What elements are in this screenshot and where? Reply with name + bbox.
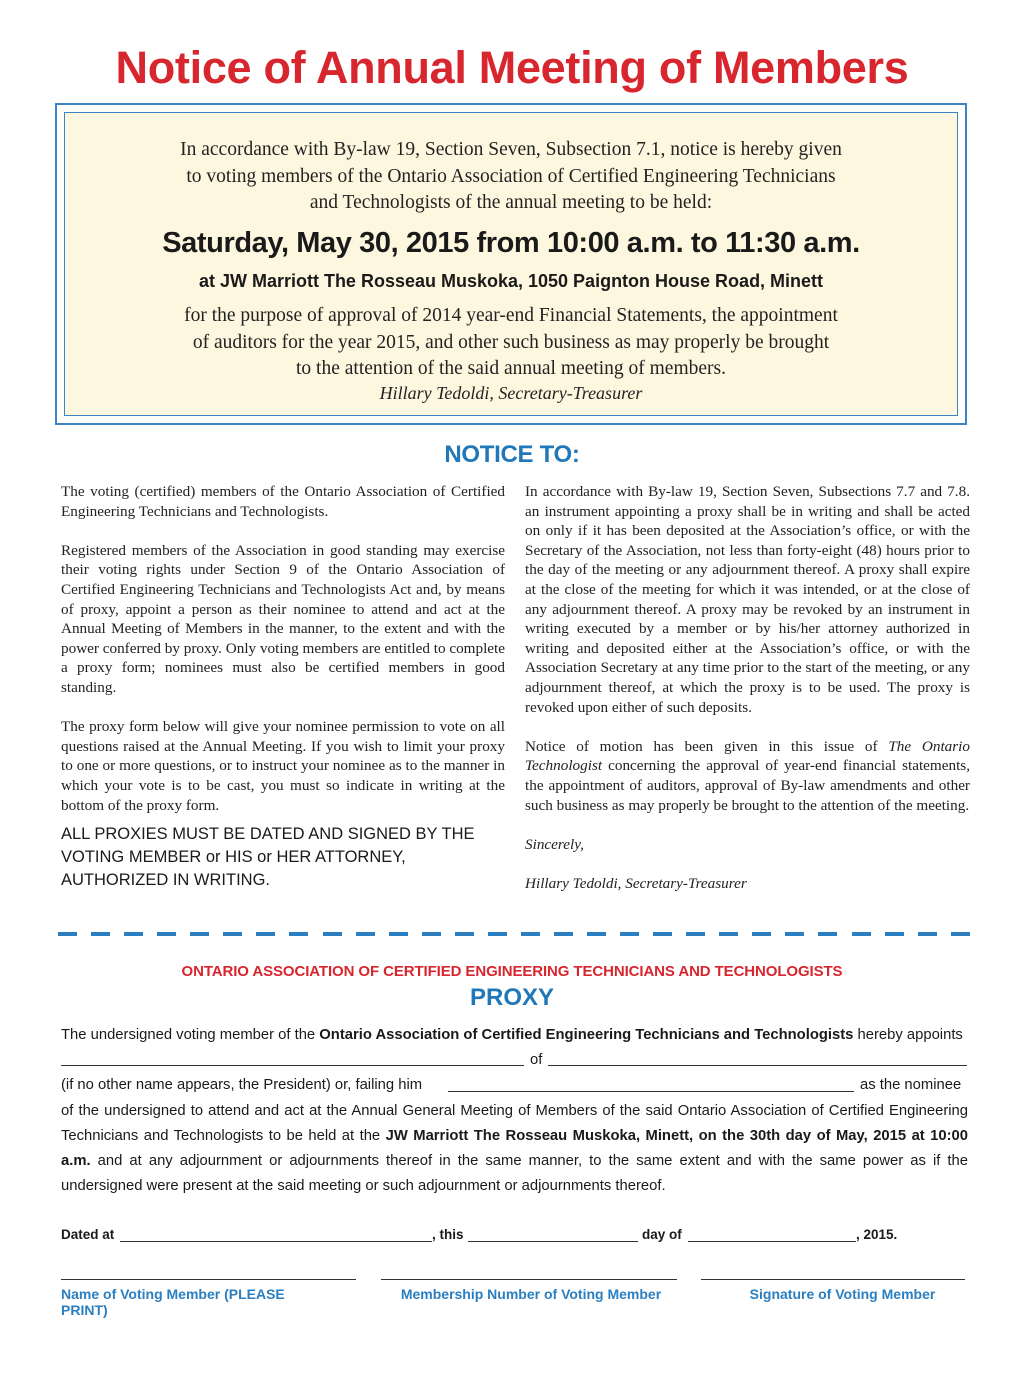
proxy-heading: PROXY: [469, 984, 555, 1011]
notice-intro-line-2: to voting members of the Ontario Association of Certified Engineering Technicians: [186, 165, 836, 187]
failing-label: (if no other name appears, the President) or, failing him: [61, 1077, 423, 1093]
member-name-label: Name of Voting Member (PLEASE PRINT): [61, 1286, 285, 1318]
notice-right-column: [525, 482, 970, 913]
sincerely-label: Sincerely,: [525, 835, 584, 853]
day-field[interactable]: [468, 1241, 638, 1242]
of-label: of: [530, 1052, 543, 1068]
left-paragraph-3: The proxy form below will give your nominee permission to vote on all questions raised at the Annual Meeting. If you wish to limit your proxy to one or more questions, or to instruct your nominee as to the manner in which your vote is to be cast, you must so indicate in writing at the bottom of the proxy form.: [61, 718, 505, 814]
month-field[interactable]: [688, 1241, 856, 1242]
member-name-field[interactable]: [61, 1279, 356, 1280]
notice-intro: [65, 137, 957, 217]
meeting-purpose-line-3: to the attention of the said annual meeting of members.: [296, 358, 726, 379]
authority-text-start: of the undersigned to attend and act at the Annual General Meeting of Members of the said Ontario Association of Certified Engineering Technicians and Technologists to be held at the: [61, 1103, 968, 1144]
nominee-label: as the nominee: [860, 1077, 962, 1093]
notice-signature: Hillary Tedoldi, Secretary-Treasurer: [379, 383, 643, 403]
closing-signature: Hillary Tedoldi, Secretary-Treasurer: [525, 874, 747, 892]
cut-line: [58, 932, 970, 937]
left-paragraph-1: The voting (certified) members of the Ontario Association of Certified Engineering Technicians and Technologists.: [61, 483, 505, 520]
year-label: , 2015.: [856, 1227, 898, 1242]
dated-at-field[interactable]: [120, 1241, 432, 1242]
appoint-text-end: hereby appoints: [853, 1027, 963, 1043]
membership-number-field[interactable]: [381, 1279, 677, 1280]
member-signature-field[interactable]: [701, 1279, 965, 1280]
authority-text-end: and at any adjournment or adjournments thereof in the same manner, to the same extent and with the same power as if the undersigned were present at the said meeting or such adjournment or adjournments thereof.: [61, 1153, 968, 1194]
day-of-label: day of: [642, 1227, 682, 1242]
member-signature-label: Signature of Voting Member: [749, 1286, 936, 1302]
alternate-nominee-field[interactable]: [448, 1091, 854, 1092]
left-paragraph-2: Registered members of the Association in good standing may exercise their voting rights under Section 9 of the Ontario Association of Certified Engineering Technicians and Technologists Act and, by means of proxy, appoint a person as their nominee to attend and act at the Annual Meeting of Members in the manner, to the extent and with the power conferred by proxy. Only voting members are entitled to complete a proxy form; nominees must also be certified members in good standing.: [61, 541, 505, 696]
notice-to-heading: NOTICE TO:: [444, 441, 580, 468]
nominee-name-field[interactable]: [61, 1065, 524, 1066]
dated-at-label: Dated at: [61, 1227, 115, 1242]
this-label: , this: [432, 1227, 464, 1242]
meeting-date: Saturday, May 30, 2015 from 10:00 a.m. to 11:30 a.m.: [162, 227, 860, 259]
proxy-authority-paragraph: [61, 1099, 968, 1199]
notice-intro-line-1: In accordance with By-law 19, Section Seven, Subsection 7.1, notice is hereby given: [180, 139, 842, 160]
appoint-text-start: The undersigned voting member of the: [61, 1027, 320, 1043]
meeting-purpose-line-2: of auditors for the year 2015, and other such business as may properly be brought: [192, 331, 830, 353]
nominee-location-field[interactable]: [548, 1065, 967, 1066]
proxy-appoint-line: [61, 1027, 968, 1043]
authority-text-venue: JW Marriott The Rosseau Muskoka, Minett, on the 30th day of May, 2015 at 10:00 a.m.: [61, 1128, 969, 1169]
meeting-purpose-line-1: for the purpose of approval of 2014 year-end Financial Statements, the appointment: [184, 305, 838, 326]
notice-left-column: [61, 482, 505, 912]
notice-box-inner: [64, 112, 958, 416]
right-paragraph-1: In accordance with By-law 19, Section Seven, Subsections 7.7 and 7.8. an instrument appointing a proxy shall be in writing and shall be acted on only if it has been deposited at the Association’s office, or with the Secretary of the Association, not less than forty-eight (48) hours prior to the day of the meeting or any adjournment thereof. A proxy shall expire at the close of the meeting for which it was intended, or at the close of any adjournment thereof. A proxy may be revoked by an instrument in writing executed by a member or by his/her attorney authorized in writing and deposited either at the Association’s office, or with the Association Secretary at any time prior to the start of the meeting, or any adjournment thereof, at which the proxy is to be used. The proxy is revoked upon either of such deposits.: [525, 483, 970, 716]
notice-intro-line-3: and Technologists of the annual meeting to be held:: [309, 192, 713, 213]
right-paragraph-2: [525, 737, 970, 815]
meeting-venue: at JW Marriott The Rosseau Muskoka, 1050 Paignton House Road, Minett: [198, 271, 824, 291]
proxy-requirement-notice: ALL PROXIES MUST BE DATED AND SIGNED BY THE VOTING MEMBER or HIS or HER ATTORNEY, AUTHORIZED IN WRITING.: [61, 825, 475, 890]
proxy-organization: ONTARIO ASSOCIATION OF CERTIFIED ENGINEERING TECHNICIANS AND TECHNOLOGISTS: [181, 963, 843, 980]
appoint-text-org: Ontario Association of Certified Engineering Technicians and Technologists: [319, 1027, 854, 1043]
publication-title: The Ontario Technologist: [525, 737, 970, 775]
meeting-purpose: [65, 303, 957, 383]
motion-text-start: Notice of motion has been given in this issue of: [525, 737, 889, 755]
motion-text-end: concerning the approval of year-end financial statements, the appointment of auditors, approval of By-law amendments and other such business as may properly be brought to the attention of the meeting.: [525, 757, 970, 814]
membership-number-label: Membership Number of Voting Member: [400, 1286, 662, 1302]
page-title: Notice of Annual Meeting of Members: [115, 42, 909, 93]
notice-box: [55, 103, 967, 425]
